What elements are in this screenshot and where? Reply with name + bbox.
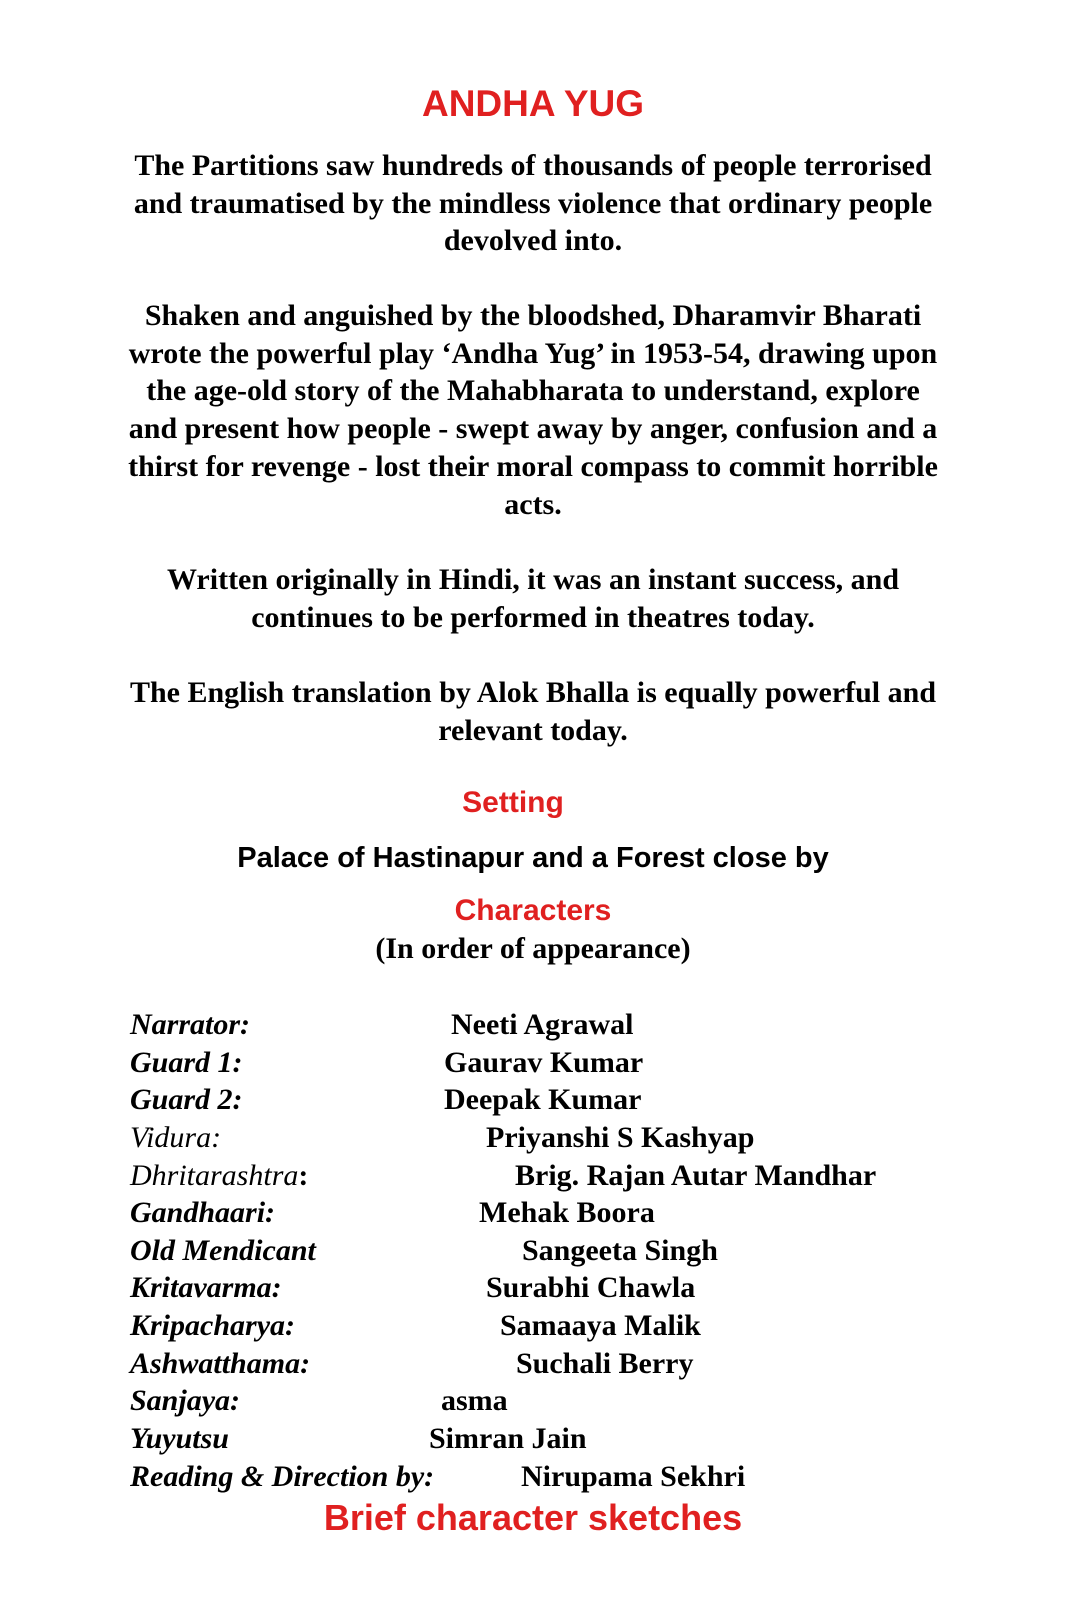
cast-role-narrator: Narrator: bbox=[130, 1008, 251, 1041]
characters-order-note: (In order of appearance) bbox=[375, 932, 691, 965]
intro-paragraph-3: Written originally in Hindi, it was an instant success, and continues to be performed in theatres today. bbox=[166, 563, 900, 634]
cast-role-sanjaya: Sanjaya: bbox=[130, 1384, 241, 1417]
intro-paragraph-1: The Partitions saw hundreds of thousands of people terrorised and traumatised by the mindless violence that ordinary people devolved into. bbox=[133, 149, 933, 258]
cast-actor-kripacharya: Samaaya Malik bbox=[500, 1309, 701, 1342]
cast-role-dhritarashtra-colon: : bbox=[298, 1159, 309, 1192]
cast-role-guard-1: Guard 1: bbox=[130, 1046, 243, 1079]
cast-role-guard-2: Guard 2: bbox=[130, 1083, 243, 1116]
page-title: ANDHA YUG bbox=[421, 83, 645, 124]
cast-actor-old-mendicant: Sangeeta Singh bbox=[522, 1234, 718, 1267]
cast-role-old-mendicant: Old Mendicant bbox=[130, 1234, 316, 1267]
cast-actor-narrator: Neeti Agrawal bbox=[451, 1008, 634, 1041]
cast-role-dhritarashtra-name: Dhritarashtra bbox=[130, 1159, 299, 1192]
cast-role-kripacharya: Kripacharya: bbox=[130, 1309, 295, 1342]
cast-actor-sanjaya: asma bbox=[441, 1384, 508, 1417]
cast-actor-direction: Nirupama Sekhri bbox=[521, 1460, 746, 1493]
cast-actor-gandhaari: Mehak Boora bbox=[479, 1196, 655, 1229]
setting-text: Palace of Hastinapur and a Forest close by bbox=[237, 842, 829, 874]
cast-actor-guard-1: Gaurav Kumar bbox=[444, 1046, 644, 1079]
cast-actor-kritavarma: Surabhi Chawla bbox=[486, 1271, 696, 1304]
characters-heading: Characters bbox=[454, 894, 612, 927]
brief-sketches-heading: Brief character sketches bbox=[323, 1497, 743, 1538]
setting-heading: Setting bbox=[462, 786, 564, 819]
cast-role-yuyutsu: Yuyutsu bbox=[130, 1422, 229, 1455]
cast-actor-vidura: Priyanshi S Kashyap bbox=[486, 1121, 755, 1154]
intro-paragraph-2: Shaken and anguished by the bloodshed, Dharamvir Bharati wrote the powerful play ‘Andha Yug’ in 1953-54, drawing upon the age-old story of the Mahabharata to understand, explore and present how people - swept away by anger, confusion and a thirst for revenge - lost their moral compass to commit horrible acts. bbox=[128, 299, 938, 521]
cast-actor-dhritarashtra: Brig. Rajan Autar Mandhar bbox=[515, 1159, 877, 1192]
cast-role-kritavarma: Kritavarma: bbox=[130, 1271, 282, 1304]
intro-paragraph-4: The English translation by Alok Bhalla is equally powerful and relevant today. bbox=[129, 676, 937, 747]
cast-actor-guard-2: Deepak Kumar bbox=[444, 1083, 642, 1116]
cast-role-vidura: Vidura: bbox=[130, 1121, 222, 1154]
cast-role-gandhaari: Gandhaari: bbox=[130, 1196, 276, 1229]
cast-actor-yuyutsu: Simran Jain bbox=[429, 1422, 587, 1455]
cast-role-ashwatthama: Ashwatthama: bbox=[130, 1347, 311, 1380]
cast-role-dhritarashtra bbox=[130, 1158, 308, 1194]
cast-actor-ashwatthama: Suchali Berry bbox=[516, 1347, 694, 1380]
cast-role-direction: Reading & Direction by: bbox=[130, 1460, 435, 1493]
